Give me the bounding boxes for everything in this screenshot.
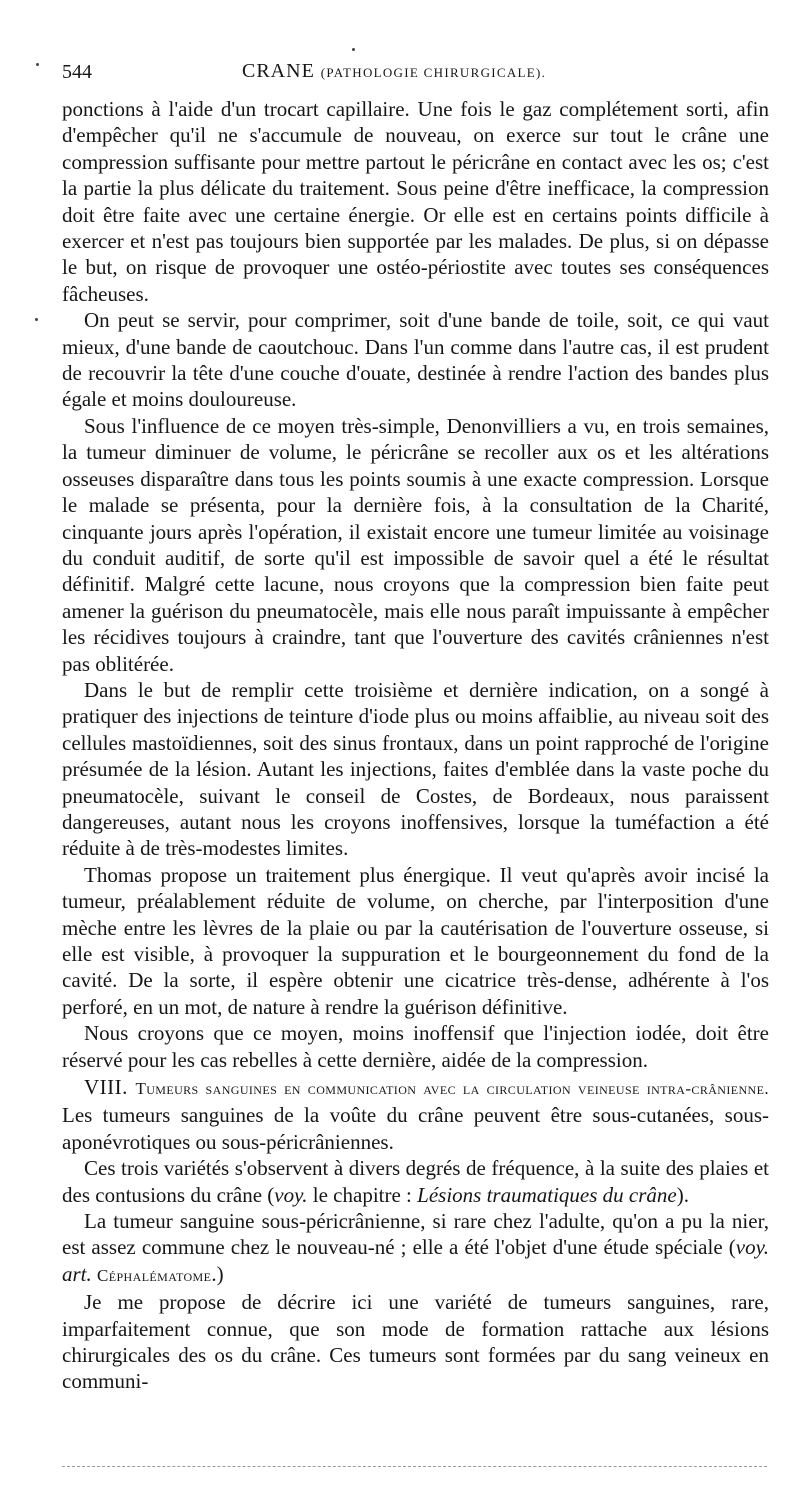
paragraph-compression-continued: ponctions à l'aide d'un trocart capillaire. Une fois le gaz complétement sorti, afin d'empêcher qu'il ne s'accumule de nouveau, on exerce sur tout le crâne une compression suffisante pour mettre partout le péricrâne en contact avec les os; c'est la partie la plus délicate du traitement. Sous peine d'être inefficace, la compression doit être faite avec une certaine énergie. Or elle est en certains points difficile à exercer et n'est pas toujours bien supportée par les malades. De plus, si on dépasse le but, on risque de provoquer une ostéo-périostite avec toutes ses conséquences fâcheuses. — [62, 97, 769, 306]
print-speck — [36, 63, 39, 66]
paragraph-injections: Dans le but de remplir cette troisième et dernière indication, on a songé à pratiquer des injections de teinture d'iode plus ou moins affaiblie, au niveau soit des cellules mastoïdiennes, soit des sinus frontaux, dans un point rapproché de l'origine présumée de la lésion. Autant les injections, faites d'emblée dans la vaste poche du pneumatocèle, suivant le conseil de Costes, de Bordeaux, nous paraissent dangereuses, autant nous les croyons inoffensives, lorsque la tuméfaction a été réduite à de très-modestes limites. — [62, 677, 769, 861]
section-heading: Tumeurs sanguines en communication avec la circulation veineuse intra-crânienne. — [135, 1079, 770, 1098]
running-title-main: CRANE — [242, 60, 315, 82]
chapter-reference: Lésions traumatiques du crâne — [417, 1182, 677, 1207]
page-number: 544 — [62, 61, 92, 83]
paragraph-conclusion: Nous croyons que ce moyen, moins inoffensif que l'injection iodée, doit être réservé pour les cas rebelles à cette dernière, aidée de la compression. — [62, 1021, 769, 1072]
paragraph-variete-rare: Je me propose de décrire ici une variété de tumeurs sanguines, rare, imparfaitement connue, que son mode de formation rattache aux lésions chirurgicales des os du crâne. Ces tumeurs sont formées par du sang veineux en communi- — [62, 1290, 769, 1394]
paragraph-sous-pericranienne — [62, 1208, 769, 1289]
sous-pericranienne-text: La tumeur sanguine sous-péricrânienne, si rare chez l'adulte, qu'on a pu la nier, est assez commune chez le nouveau-né ; elle a été l'objet d'une étude spéciale ( — [62, 1209, 769, 1260]
section-viii — [62, 1074, 769, 1395]
paragraph-thomas: Thomas propose un traitement plus énergique. Il veut qu'après avoir incisé la tumeur, préalablement réduite de volume, on cherche, par l'interposition d'une mèche entre les lèvres de la plaie ou par la cautérisation de l'ouverture osseuse, si elle est visible, à provoquer la suppuration et le bourgeonnement du fond de la cavité. De la sorte, il espère obtenir une cicatrice très-dense, adhérente à l'os perforé, en un mot, de nature à rendre la guérison définitive. — [62, 862, 769, 1019]
running-title-sub: (PATHOLOGIE CHIRURGICALE). — [320, 65, 547, 80]
print-speck — [35, 318, 38, 321]
varietes-end: ). — [676, 1182, 689, 1207]
chapitre-text: le chapitre : — [307, 1182, 418, 1207]
varietes-text: Ces trois variétés s'observent à divers degrés de fréquence, à la suite des plaies et des contusions du crâne ( — [62, 1156, 769, 1207]
footer-dashed-rule — [62, 1466, 767, 1467]
paragraph-bande: On peut se servir, pour comprimer, soit d'une bande de toile, soit, ce qui vaut mieux, d'une bande de caoutchouc. Dans l'un comme dans l'autre cas, il est prudent de recouvrir la tête d'une couche d'ouate, destinée à rendre l'action des bandes plus égale et moins douloureuse. — [62, 308, 769, 412]
cephalematome-term: Céphalématome — [97, 1265, 212, 1285]
section-intro-text: Les tumeurs sanguines de la voûte du crâne peuvent être sous-cutanées, sous-aponévrotiques ou sous-péricrâniennes. — [62, 1103, 769, 1154]
section-heading-paragraph — [62, 1074, 769, 1155]
article-reference: voy. art. — [62, 1235, 769, 1286]
section-number: VIII. — [84, 1075, 128, 1099]
sous-pericranienne-end: .) — [211, 1261, 224, 1286]
print-speck — [352, 48, 355, 51]
voy-abbrev: voy. — [274, 1182, 308, 1207]
page-header — [62, 55, 767, 89]
running-title — [242, 60, 546, 83]
paragraph-varietes — [62, 1155, 769, 1208]
body-text — [62, 96, 769, 1073]
paragraph-denonvilliers: Sous l'influence de ce moyen très-simple, Denonvilliers a vu, en trois semaines, la tumeur diminuer de volume, le péricrâne se recoller aux os et les altérations osseuses disparaître dans tous les points soumis à une exacte compression. Lorsque le malade se présenta, pour la dernière fois, à la consultation de la Charité, cinquante jours après l'opération, il existait encore une tumeur limitée au voisinage du conduit auditif, de sorte qu'il est impossible de savoir quel a été le résultat définitif. Malgré cette lacune, nous croyons que la compression bien faite peut amener la guérison du pneumatocèle, mais elle nous paraît impuissante à empêcher les récidives toujours à craindre, tant que l'ouverture des cavités crâniennes n'est pas oblitérée. — [62, 413, 769, 676]
